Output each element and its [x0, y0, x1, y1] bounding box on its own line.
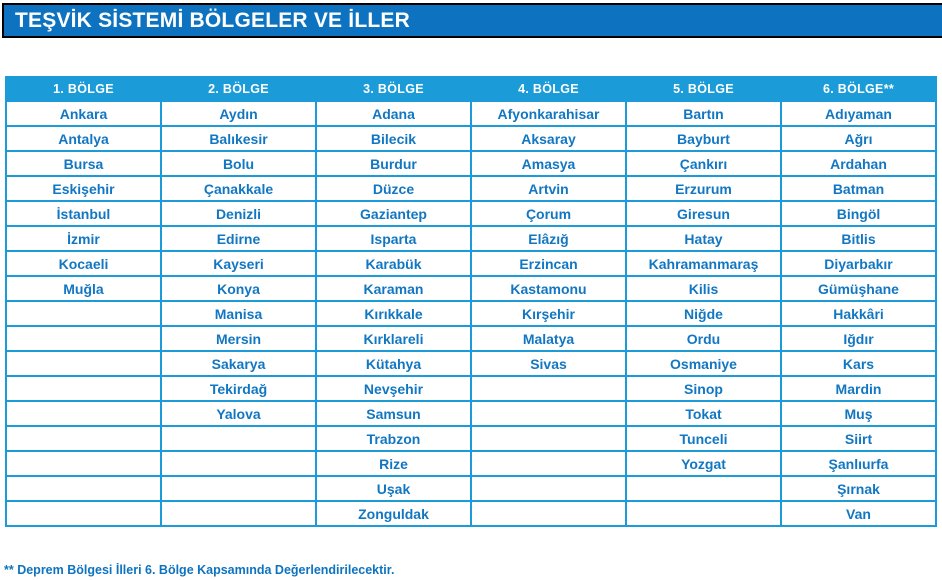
- province-cell: Tekirdağ: [161, 376, 316, 401]
- regions-table: [5, 76, 937, 527]
- column-header-region-4: 4. BÖLGE: [471, 77, 626, 101]
- empty-cell: [626, 501, 781, 526]
- column-header-region-5: 5. BÖLGE: [626, 77, 781, 101]
- province-cell: Adana: [316, 101, 471, 126]
- table-row: [6, 326, 936, 351]
- table-row: [6, 226, 936, 251]
- province-cell: Bayburt: [626, 126, 781, 151]
- province-cell: Kütahya: [316, 351, 471, 376]
- province-cell: Kocaeli: [6, 251, 161, 276]
- table-body: [6, 101, 936, 526]
- province-cell: Hatay: [626, 226, 781, 251]
- province-cell: Bolu: [161, 151, 316, 176]
- empty-cell: [471, 401, 626, 426]
- table-row: [6, 276, 936, 301]
- province-cell: Kırşehir: [471, 301, 626, 326]
- province-cell: Antalya: [6, 126, 161, 151]
- province-cell: Bartın: [626, 101, 781, 126]
- province-cell: Elâzığ: [471, 226, 626, 251]
- province-cell: Zonguldak: [316, 501, 471, 526]
- province-cell: Ordu: [626, 326, 781, 351]
- table-row: [6, 101, 936, 126]
- province-cell: Gaziantep: [316, 201, 471, 226]
- province-cell: Kastamonu: [471, 276, 626, 301]
- footnote: ** Deprem Bölgesi İlleri 6. Bölge Kapsamında Değerlendirilecektir.: [4, 563, 395, 577]
- province-cell: Giresun: [626, 201, 781, 226]
- column-header-region-1: 1. BÖLGE: [6, 77, 161, 101]
- province-cell: Manisa: [161, 301, 316, 326]
- province-cell: Malatya: [471, 326, 626, 351]
- province-cell: Ardahan: [781, 151, 936, 176]
- empty-cell: [6, 301, 161, 326]
- province-cell: Ankara: [6, 101, 161, 126]
- province-cell: Konya: [161, 276, 316, 301]
- empty-cell: [6, 451, 161, 476]
- province-cell: Kahramanmaraş: [626, 251, 781, 276]
- empty-cell: [471, 501, 626, 526]
- province-cell: Iğdır: [781, 326, 936, 351]
- province-cell: İstanbul: [6, 201, 161, 226]
- column-header-region-6: 6. BÖLGE**: [781, 77, 936, 101]
- province-cell: Yozgat: [626, 451, 781, 476]
- province-cell: Karabük: [316, 251, 471, 276]
- table-row: [6, 451, 936, 476]
- province-cell: Siirt: [781, 426, 936, 451]
- empty-cell: [161, 451, 316, 476]
- empty-cell: [161, 476, 316, 501]
- province-cell: Denizli: [161, 201, 316, 226]
- province-cell: Kırklareli: [316, 326, 471, 351]
- table-row: [6, 501, 936, 526]
- empty-cell: [471, 376, 626, 401]
- province-cell: Edirne: [161, 226, 316, 251]
- column-header-region-3: 3. BÖLGE: [316, 77, 471, 101]
- province-cell: Karaman: [316, 276, 471, 301]
- table-row: [6, 176, 936, 201]
- province-cell: Sinop: [626, 376, 781, 401]
- table-header: [6, 77, 936, 101]
- province-cell: Çorum: [471, 201, 626, 226]
- province-cell: Bingöl: [781, 201, 936, 226]
- province-cell: Balıkesir: [161, 126, 316, 151]
- empty-cell: [6, 501, 161, 526]
- province-cell: İzmir: [6, 226, 161, 251]
- province-cell: Niğde: [626, 301, 781, 326]
- province-cell: Rize: [316, 451, 471, 476]
- province-cell: Van: [781, 501, 936, 526]
- province-cell: Kilis: [626, 276, 781, 301]
- province-cell: Şanlıurfa: [781, 451, 936, 476]
- table-row: [6, 151, 936, 176]
- empty-cell: [626, 476, 781, 501]
- table-row: [6, 476, 936, 501]
- title-bar: [2, 3, 942, 38]
- table-row: [6, 201, 936, 226]
- province-cell: Bursa: [6, 151, 161, 176]
- empty-cell: [161, 426, 316, 451]
- province-cell: Çanakkale: [161, 176, 316, 201]
- province-cell: Amasya: [471, 151, 626, 176]
- province-cell: Şırnak: [781, 476, 936, 501]
- table-row: [6, 251, 936, 276]
- province-cell: Batman: [781, 176, 936, 201]
- province-cell: Erzincan: [471, 251, 626, 276]
- province-cell: Erzurum: [626, 176, 781, 201]
- table-row: [6, 426, 936, 451]
- empty-cell: [6, 476, 161, 501]
- province-cell: Bitlis: [781, 226, 936, 251]
- empty-cell: [6, 401, 161, 426]
- province-cell: Nevşehir: [316, 376, 471, 401]
- empty-cell: [161, 501, 316, 526]
- province-cell: Tunceli: [626, 426, 781, 451]
- province-cell: Aksaray: [471, 126, 626, 151]
- empty-cell: [471, 451, 626, 476]
- table-row: [6, 301, 936, 326]
- province-cell: Adıyaman: [781, 101, 936, 126]
- province-cell: Düzce: [316, 176, 471, 201]
- empty-cell: [6, 426, 161, 451]
- province-cell: Hakkâri: [781, 301, 936, 326]
- empty-cell: [471, 426, 626, 451]
- province-cell: Artvin: [471, 176, 626, 201]
- province-cell: Osmaniye: [626, 351, 781, 376]
- province-cell: Uşak: [316, 476, 471, 501]
- empty-cell: [6, 326, 161, 351]
- province-cell: Sivas: [471, 351, 626, 376]
- table-row: [6, 126, 936, 151]
- province-cell: Kars: [781, 351, 936, 376]
- province-cell: Ağrı: [781, 126, 936, 151]
- province-cell: Samsun: [316, 401, 471, 426]
- header-row: [6, 77, 936, 101]
- province-cell: Aydın: [161, 101, 316, 126]
- province-cell: Gümüşhane: [781, 276, 936, 301]
- province-cell: Mersin: [161, 326, 316, 351]
- province-cell: Kırıkkale: [316, 301, 471, 326]
- column-header-region-2: 2. BÖLGE: [161, 77, 316, 101]
- province-cell: Diyarbakır: [781, 251, 936, 276]
- province-cell: Muğla: [6, 276, 161, 301]
- province-cell: Mardin: [781, 376, 936, 401]
- province-cell: Trabzon: [316, 426, 471, 451]
- province-cell: Eskişehir: [6, 176, 161, 201]
- province-cell: Afyonkarahisar: [471, 101, 626, 126]
- empty-cell: [6, 351, 161, 376]
- province-cell: Kayseri: [161, 251, 316, 276]
- table-row: [6, 351, 936, 376]
- province-cell: Sakarya: [161, 351, 316, 376]
- province-cell: Bilecik: [316, 126, 471, 151]
- table-row: [6, 401, 936, 426]
- empty-cell: [471, 476, 626, 501]
- province-cell: Çankırı: [626, 151, 781, 176]
- province-cell: Burdur: [316, 151, 471, 176]
- province-cell: Tokat: [626, 401, 781, 426]
- province-cell: Muş: [781, 401, 936, 426]
- page-title: TEŞVİK SİSTEMİ BÖLGELER VE İLLER: [15, 8, 410, 32]
- table-row: [6, 376, 936, 401]
- province-cell: Isparta: [316, 226, 471, 251]
- empty-cell: [6, 376, 161, 401]
- province-cell: Yalova: [161, 401, 316, 426]
